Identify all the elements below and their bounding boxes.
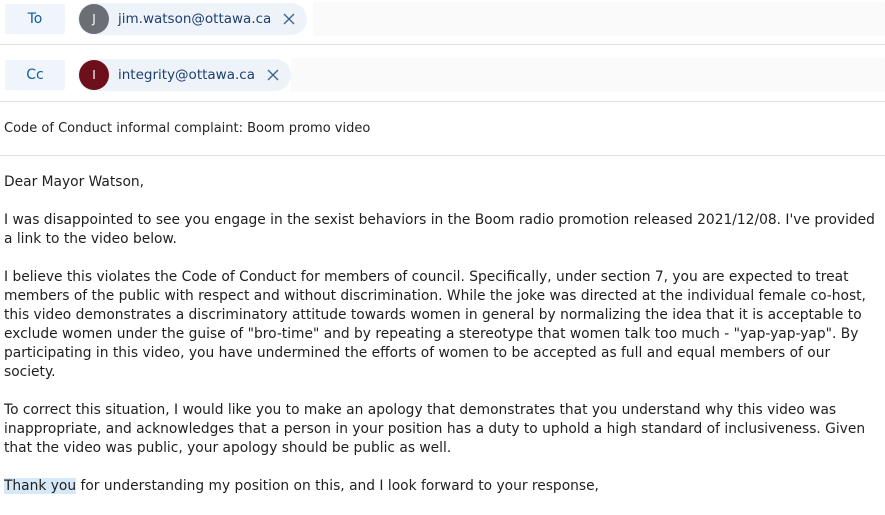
greeting: Dear Mayor Watson, (4, 174, 145, 190)
subject-field[interactable]: Code of Conduct informal complaint: Boom promo video (4, 121, 371, 136)
recipient-email: integrity@ottawa.ca (118, 67, 255, 83)
divider (0, 155, 885, 156)
remove-recipient-button[interactable] (265, 67, 281, 83)
cc-input[interactable] (291, 58, 885, 92)
recipient-pill-to[interactable] (78, 3, 307, 35)
avatar: J (79, 4, 109, 34)
recipient-email: jim.watson@ottawa.ca (118, 11, 272, 27)
cc-row (0, 56, 885, 94)
divider (0, 101, 885, 102)
remove-recipient-button[interactable] (281, 11, 297, 27)
to-button[interactable]: To (5, 4, 65, 34)
body-paragraph: I was disappointed to see you engage in the sexist behaviors in the Boom radio promotion released 2021/12/08. I've provided a link to the video below. (4, 212, 875, 247)
cc-button[interactable]: Cc (5, 60, 65, 90)
recipient-pill-cc[interactable] (78, 59, 291, 91)
avatar: I (79, 60, 109, 90)
highlighted-text: Thank you (4, 478, 77, 494)
body-paragraph: I believe this violates the Code of Conduct for members of council. Specifically, under section 7, you are expected to treat members of the public with respect and without discrimination. While the joke was directed at the individual female co-host, this video demonstrates a discriminatory attitude towards women in general by normalizing the idea that it is acceptable to exclude women under the guise of "bro-time" and by repeating a stereotype that women talk too much - "yap-yap-yap". By participating in this video, you have undermined the efforts of women to be accepted as full and equal members of our society. (4, 269, 866, 380)
to-input[interactable] (313, 2, 885, 36)
close-icon (283, 13, 295, 25)
body-paragraph: To correct this situation, I would like you to make an apology that demonstrates that you understand why this video was inappropriate, and acknowledges that a person in your position has a duty to uphold a high standard of inclusiveness. Given that the video was public, your apology should be public as well. (4, 402, 866, 456)
closing-text: for understanding my position on this, and I look forward to your response, (76, 478, 599, 494)
closing-line (4, 477, 884, 496)
to-row (0, 0, 885, 38)
message-body[interactable] (4, 173, 884, 515)
close-icon (267, 69, 279, 81)
divider (0, 44, 885, 45)
